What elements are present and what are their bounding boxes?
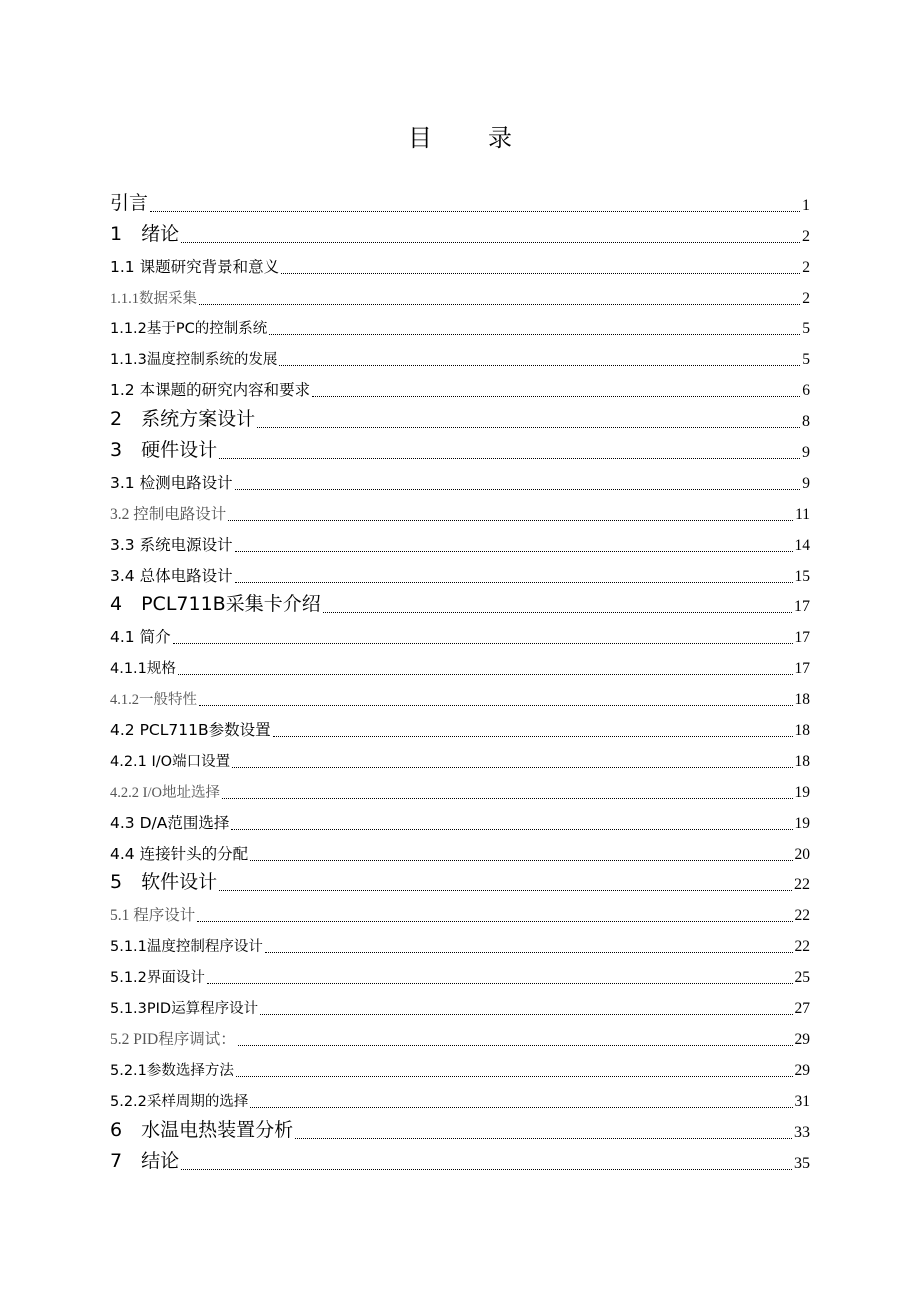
toc-entry-label: 6 水温电热装置分析 — [110, 1118, 294, 1141]
toc-entry[interactable] — [110, 956, 810, 987]
toc-entry-page-number: 35 — [794, 1154, 810, 1172]
toc-entry-page-number: 15 — [794, 567, 810, 585]
toc-entry[interactable] — [110, 246, 810, 277]
toc-entry[interactable] — [110, 277, 810, 308]
toc-entry-label: 7 结论 — [110, 1149, 180, 1172]
toc-leader-dots — [269, 320, 800, 335]
toc-leader-dots — [231, 815, 792, 830]
toc-entry-label: 1.2 本课题的研究内容和要求 — [110, 381, 311, 400]
toc-entry-page-number: 18 — [794, 722, 810, 740]
toc-entry-page-number: 9 — [802, 444, 810, 462]
table-of-contents — [110, 184, 810, 1173]
toc-entry[interactable] — [110, 802, 810, 833]
toc-entry-label: 5.1.3PID运算程序设计 — [110, 1001, 259, 1018]
toc-entry-label: 1.1 课题研究背景和意义 — [110, 257, 280, 276]
toc-entry-label: 5.2 PID程序调试： — [110, 1030, 236, 1048]
toc-leader-dots — [236, 1062, 793, 1077]
toc-entry-page-number: 5 — [802, 351, 810, 369]
toc-entry[interactable] — [110, 987, 810, 1018]
toc-leader-dots — [312, 382, 800, 397]
toc-leader-dots — [178, 660, 793, 675]
toc-leader-dots — [235, 475, 801, 490]
toc-entry[interactable] — [110, 616, 810, 647]
toc-entry[interactable] — [110, 184, 810, 215]
toc-entry-label: 4.4 连接针头的分配 — [110, 844, 249, 863]
toc-entry-page-number: 33 — [794, 1123, 810, 1141]
toc-entry-label: 3.2 控制电路设计 — [110, 505, 227, 523]
toc-entry-page-number: 27 — [794, 1000, 810, 1018]
toc-entry-page-number: 20 — [794, 845, 810, 863]
toc-entry-label: 1.1.3温度控制系统的发展 — [110, 352, 278, 369]
toc-leader-dots — [199, 290, 800, 305]
toc-leader-dots — [265, 938, 793, 953]
toc-entry[interactable] — [110, 1142, 810, 1173]
toc-entry-page-number: 25 — [794, 969, 810, 987]
toc-entry-page-number: 29 — [794, 1061, 810, 1079]
toc-entry-label: 引言 — [110, 191, 149, 214]
toc-entry-label: 3.3 系统电源设计 — [110, 535, 233, 554]
toc-entry[interactable] — [110, 647, 810, 678]
toc-entry-page-number: 31 — [794, 1092, 810, 1110]
toc-leader-dots — [207, 969, 793, 984]
toc-entry-page-number: 22 — [794, 876, 810, 894]
toc-leader-dots — [273, 722, 793, 737]
toc-entry[interactable] — [110, 894, 810, 925]
toc-entry-label: 5.1.2界面设计 — [110, 970, 205, 987]
toc-entry[interactable] — [110, 678, 810, 709]
toc-leader-dots — [238, 1031, 793, 1046]
toc-leader-dots — [295, 1124, 792, 1139]
toc-entry[interactable] — [110, 833, 810, 864]
toc-leader-dots — [235, 568, 793, 583]
toc-leader-dots — [199, 691, 793, 706]
toc-entry[interactable] — [110, 771, 810, 802]
toc-entry-label: 4.1 简介 — [110, 628, 171, 647]
toc-leader-dots — [232, 753, 792, 768]
toc-entry[interactable] — [110, 369, 810, 400]
toc-title-char: 录 — [488, 124, 512, 152]
toc-entry-page-number: 2 — [802, 227, 810, 245]
toc-entry-label: 5 软件设计 — [110, 871, 218, 894]
toc-entry-page-number: 22 — [794, 907, 810, 925]
toc-entry-label: 4.1.2一般特性 — [110, 692, 197, 709]
toc-entry-label: 4.2 PCL711B参数设置 — [110, 721, 271, 740]
toc-entry[interactable] — [110, 1018, 810, 1049]
toc-leader-dots — [219, 444, 800, 459]
toc-leader-dots — [279, 351, 800, 366]
toc-title-char: 目 — [408, 124, 432, 152]
toc-leader-dots — [323, 598, 792, 613]
toc-entry-label: 3 硬件设计 — [110, 439, 218, 462]
toc-leader-dots — [257, 413, 800, 428]
toc-entry[interactable] — [110, 215, 810, 246]
toc-leader-dots — [228, 506, 793, 521]
toc-entry-page-number: 2 — [802, 289, 810, 307]
toc-leader-dots — [222, 784, 793, 799]
toc-entry[interactable] — [110, 462, 810, 493]
toc-leader-dots — [150, 197, 800, 212]
toc-entry-page-number: 29 — [794, 1030, 810, 1048]
toc-entry-label: 4.2.2 I/O地址选择 — [110, 784, 220, 801]
toc-leader-dots — [250, 846, 792, 861]
toc-entry[interactable] — [110, 740, 810, 771]
toc-leader-dots — [173, 629, 793, 644]
toc-entry-label: 1.1.2基于PC的控制系统 — [110, 321, 268, 338]
toc-entry-label: 4.3 D/A范围选择 — [110, 813, 230, 832]
toc-entry[interactable] — [110, 864, 810, 895]
toc-entry-page-number: 2 — [802, 258, 810, 276]
toc-entry-label: 5.2.1参数选择方法 — [110, 1062, 234, 1079]
toc-entry[interactable] — [110, 431, 810, 462]
toc-entry[interactable] — [110, 925, 810, 956]
toc-entry[interactable] — [110, 524, 810, 555]
toc-leader-dots — [235, 537, 793, 552]
toc-entry[interactable] — [110, 1049, 810, 1080]
toc-entry-label: 4.2.1 I/O端口设置 — [110, 753, 231, 770]
toc-entry-page-number: 1 — [802, 196, 810, 214]
toc-entry-label: 4 PCL711B采集卡介绍 — [110, 593, 321, 616]
toc-entry-page-number: 18 — [794, 752, 810, 770]
toc-entry-label: 3.4 总体电路设计 — [110, 566, 233, 585]
toc-entry-label: 1.1.1数据采集 — [110, 290, 197, 307]
toc-entry-page-number: 5 — [802, 320, 810, 338]
toc-entry[interactable] — [110, 586, 810, 617]
toc-title — [0, 118, 920, 153]
toc-entry-page-number: 22 — [794, 938, 810, 956]
toc-entry-label: 4.1.1规格 — [110, 661, 176, 678]
toc-entry-page-number: 9 — [802, 474, 810, 492]
toc-entry-label: 2 系统方案设计 — [110, 408, 256, 431]
toc-entry-page-number: 11 — [795, 505, 810, 523]
toc-leader-dots — [219, 876, 792, 891]
toc-entry[interactable] — [110, 400, 810, 431]
toc-entry-page-number: 19 — [794, 783, 810, 801]
toc-entry-page-number: 18 — [794, 691, 810, 709]
toc-entry-page-number: 17 — [794, 629, 810, 647]
toc-leader-dots — [250, 1093, 792, 1108]
toc-entry-page-number: 17 — [794, 598, 810, 616]
toc-entry[interactable] — [110, 1111, 810, 1142]
toc-entry[interactable] — [110, 555, 810, 586]
toc-leader-dots — [181, 1155, 792, 1170]
toc-entry-label: 3.1 检测电路设计 — [110, 473, 233, 492]
toc-entry-page-number: 6 — [802, 382, 810, 400]
toc-entry[interactable] — [110, 709, 810, 740]
toc-entry[interactable] — [110, 1080, 810, 1111]
toc-entry-label: 1 绪论 — [110, 222, 180, 245]
toc-entry[interactable] — [110, 308, 810, 339]
toc-entry[interactable] — [110, 338, 810, 369]
toc-leader-dots — [181, 228, 800, 243]
toc-entry-page-number: 14 — [794, 536, 810, 554]
toc-leader-dots — [197, 907, 792, 922]
toc-leader-dots — [260, 1000, 792, 1015]
toc-entry-page-number: 19 — [794, 814, 810, 832]
toc-entry[interactable] — [110, 493, 810, 524]
toc-entry-label: 5.1 程序设计 — [110, 907, 196, 925]
toc-entry-label: 5.2.2采样周期的选择 — [110, 1093, 249, 1110]
toc-entry-label: 5.1.1温度控制程序设计 — [110, 939, 263, 956]
toc-leader-dots — [281, 259, 800, 274]
toc-entry-page-number: 17 — [794, 660, 810, 678]
toc-entry-page-number: 8 — [802, 413, 810, 431]
